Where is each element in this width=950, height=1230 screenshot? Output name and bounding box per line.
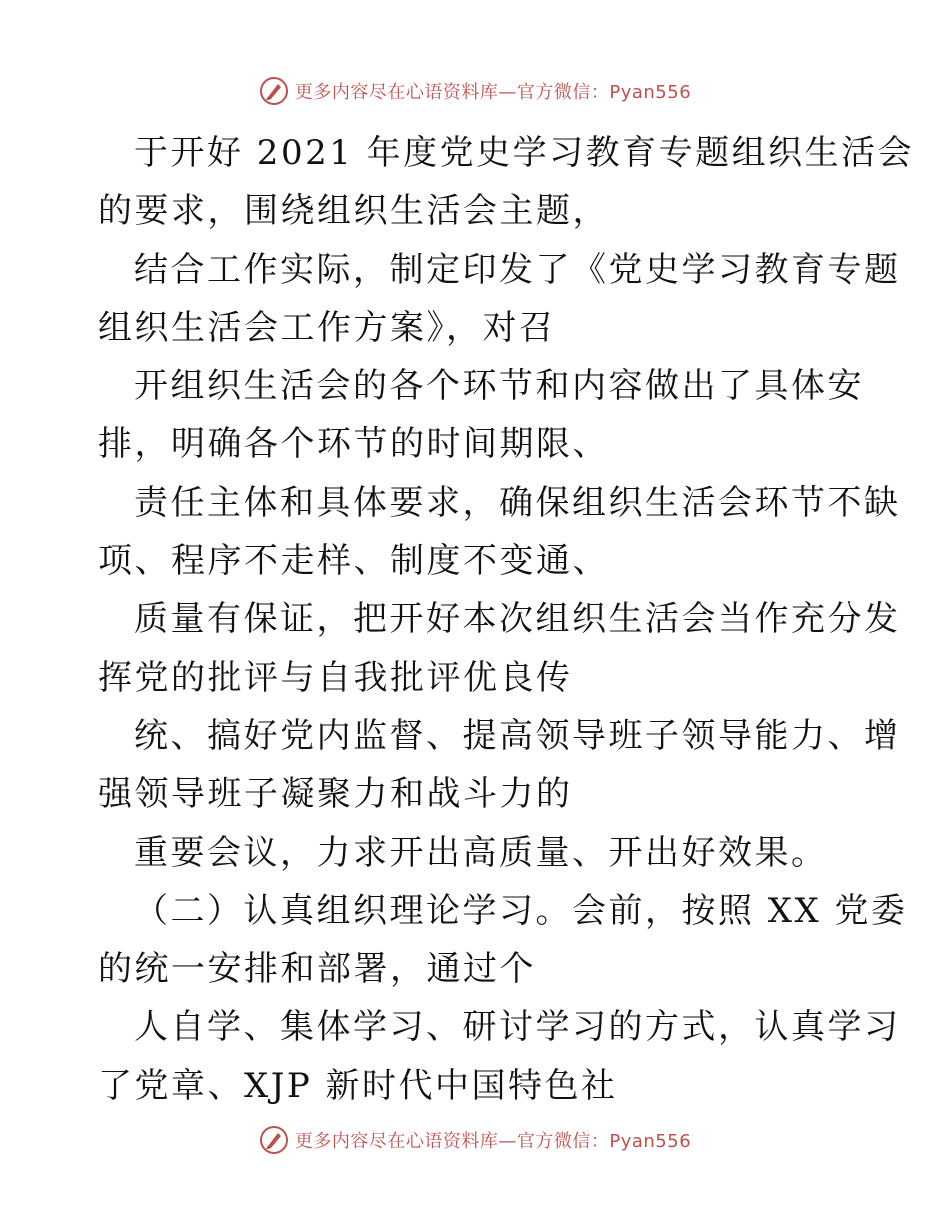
text-line: （二）认真组织理论学习。会前，按照 XX 党委 — [134, 890, 908, 931]
text-line: 了党章、XJP 新时代中国特色社 — [98, 1065, 618, 1106]
text-line: 责任主体和具体要求，确保组织生活会环节不缺 — [134, 482, 901, 523]
text-line: 结合工作实际，制定印发了《党史学习教育专题 — [134, 249, 901, 290]
pen-nib-logo-icon — [259, 76, 289, 106]
text-line: 开组织生活会的各个环节和内容做出了具体安 — [134, 366, 864, 407]
text-line: 重要会议，力求开出高质量、开出好效果。 — [134, 832, 828, 873]
text-line: 强领导班子凝聚力和战斗力的 — [98, 774, 573, 815]
text-line: 统、搞好党内监督、提高领导班子领导能力、增 — [134, 715, 901, 756]
text-line: 排，明确各个环节的时间期限、 — [98, 424, 609, 465]
pen-nib-logo-icon — [259, 1125, 289, 1155]
text-line: 的统一安排和部署，通过个 — [98, 949, 536, 990]
watermark-text: 更多内容尽在心语资料库—官方微信：Pyan556 — [294, 1131, 692, 1152]
text-line: 挥党的批评与自我批评优良传 — [98, 657, 573, 698]
watermark-text: 更多内容尽在心语资料库—官方微信：Pyan556 — [294, 82, 692, 103]
text-line: 人自学、集体学习、研讨学习的方式，认真学习 — [134, 1007, 901, 1048]
text-line: 项、程序不走样、制度不变通、 — [98, 541, 609, 582]
text-line: 于开好 2021 年度党史学习教育专题组织生活会 — [134, 133, 915, 173]
footer-watermark — [0, 1123, 950, 1157]
text-line: 质量有保证，把开好本次组织生活会当作充分发 — [134, 599, 901, 640]
text-line: 组织生活会工作方案》，对召 — [98, 307, 556, 348]
text-line: 的要求，围绕组织生活会主题， — [98, 191, 609, 232]
header-watermark — [0, 74, 950, 108]
document-body — [98, 124, 915, 1115]
